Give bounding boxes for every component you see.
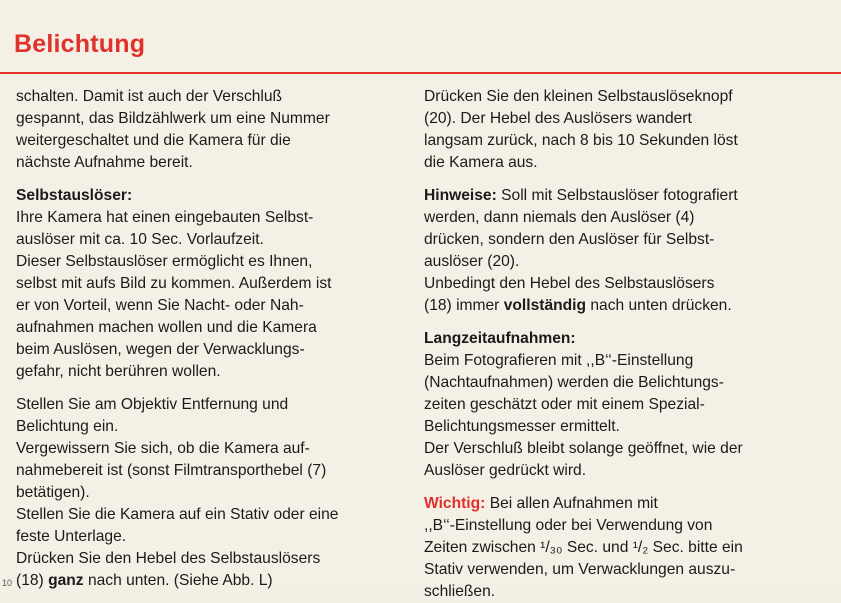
hints-end-post: nach unten drücken. <box>586 297 732 314</box>
self-timer-paragraph: Ihre Kamera hat einen eingebauten Selbst- auslöser mit ca. 10 Sec. Vorlaufzeit. Dieser Selbstauslöser ermöglicht es Ihnen, selbst mit aufs Bild zu kommen. Außerdem ist er von Vorteil, wenn Sie Nacht- oder Nah- aufnahmen machen wollen und die Kamera beim Auslösen, wegen der Verwacklungs- gefahr, nicht berühren wollen. <box>16 209 332 380</box>
hints-end-pre: (18) immer <box>424 297 504 314</box>
steps-text: Stellen Sie am Objektiv Entfernung und Belichtung ein. Vergewissern Sie sich, ob die Kamera auf- nahmebereit ist (sonst Filmtransporthebel (7) betätigen). Stellen Sie die Kamera auf ein Stativ oder eine feste Unterlage. Drücken Sie den Hebel des Selbstauslösers <box>16 396 339 567</box>
self-timer-heading: Selbstauslöser: <box>16 187 133 204</box>
hints-paragraph <box>424 185 824 317</box>
release-paragraph: Drücken Sie den kleinen Selbstauslöseknopf (20). Der Hebel des Auslösers wandert langsam zurück, nach 8 bis 10 Sekunden löst die Kamera aus. <box>424 88 738 171</box>
steps-end-pre: (18) <box>16 572 49 589</box>
steps-paragraph <box>16 394 396 592</box>
right-column <box>424 86 824 603</box>
hints-label: Hinweise: <box>424 187 497 204</box>
steps-end-post: nach unten. (Siehe Abb. L) <box>83 572 273 589</box>
long-exposure-heading: Langzeitaufnahmen: <box>424 330 576 347</box>
title-rule <box>0 72 841 74</box>
hints-text: Soll mit Selbstauslöser fotografiert werden, dann niemals den Auslöser (4) drücken, sondern den Auslöser für Selbst- auslöser (20). Unbedingt den Hebel des Selbstauslösers <box>424 187 738 292</box>
important-label: Wichtig: <box>424 495 486 512</box>
intro-paragraph: schalten. Damit ist auch der Verschluß gespannt, das Bildzählwerk um eine Nummer weitergeschaltet und die Kamera für die nächste Aufnahme bereit. <box>16 88 330 171</box>
steps-emphasis: ganz <box>48 572 84 589</box>
page-title: Belichtung <box>14 30 146 58</box>
long-exposure-paragraph: Beim Fotografieren mit ,,B‘‘-Einstellung (Nachtaufnahmen) werden die Belichtungs- zeiten geschätzt oder mit einem Spezial- Belichtungsmesser ermittelt. Der Verschluß bleibt solange geöffnet, wie der Auslöser gedrückt wird. <box>424 352 743 479</box>
left-column <box>16 86 396 592</box>
important-text: Bei allen Aufnahmen mit ,,B‘‘-Einstellung oder bei Verwendung von Zeiten zwischen ¹/₃₀ Sec. und ¹/₂ Sec. bitte ein Stativ verwenden, um Verwacklungen auszu- schließen. <box>424 495 743 600</box>
hints-emphasis: vollständig <box>503 297 587 314</box>
page-number: 10 <box>2 578 13 588</box>
important-paragraph <box>424 493 824 603</box>
